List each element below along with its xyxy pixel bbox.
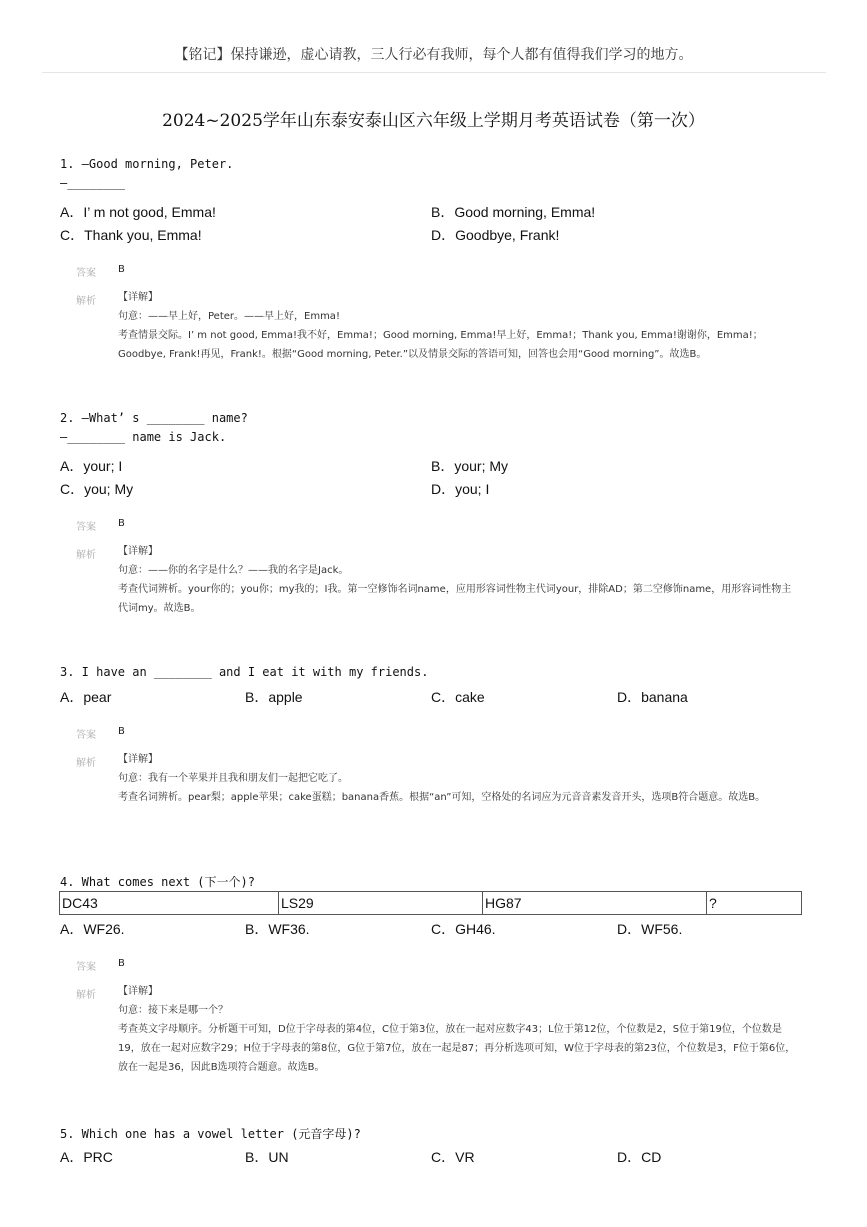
analysis-label: 解析 xyxy=(76,550,96,561)
table-cell: HG87 xyxy=(483,892,707,915)
answer-value: B xyxy=(118,264,125,275)
option-c: C．cake xyxy=(431,689,485,705)
option-b: B．WF36. xyxy=(245,921,310,937)
explanation-line: 句意：——你的名字是什么？——我的名字是Jack。 xyxy=(118,565,349,576)
question-2-stem xyxy=(60,411,248,444)
option-c: C．GH46. xyxy=(431,921,496,937)
option-b: B．your; My xyxy=(431,458,509,474)
question-3-stem xyxy=(60,665,428,679)
option-d: D．you; I xyxy=(431,481,490,497)
answer-label: 答案 xyxy=(76,268,96,279)
sequence-table xyxy=(59,891,802,915)
option-d: D．Goodbye, Frank! xyxy=(431,227,560,243)
explanation-heading: 【详解】 xyxy=(118,754,158,765)
question-4-stem xyxy=(60,873,255,890)
question-1-stem xyxy=(60,157,233,190)
answer-label: 答案 xyxy=(76,962,96,973)
answer-value: B xyxy=(118,726,125,737)
option-a: A．PRC xyxy=(60,1149,113,1165)
explanation-line: 考查名词辨析。pear梨；apple苹果；cake蛋糕；banana香蕉。根据“an”可知，空格处的名词应为元音音素发音开头，选项B符合题意。故选B。 xyxy=(118,792,766,803)
option-d: D．CD xyxy=(617,1149,662,1165)
explanation-line: 考查代词辨析。your你的；you你；my我的；I我。第一空修饰名词name，应用形容词性物主代词your，排除AD；第二空修饰name，用形容词性物主代词my。故选B。 xyxy=(118,584,792,614)
option-b: B．Good morning, Emma! xyxy=(431,204,596,220)
explanation-heading: 【详解】 xyxy=(118,546,158,557)
table-cell: LS29 xyxy=(279,892,483,915)
answer-value: B xyxy=(118,518,125,529)
option-a: A．WF26. xyxy=(60,921,125,937)
table-cell: ? xyxy=(707,892,802,915)
stem-line: —________ xyxy=(60,176,126,190)
option-b: B．apple xyxy=(245,689,303,705)
analysis-label: 解析 xyxy=(76,990,96,1001)
option-a: A．pear xyxy=(60,689,112,705)
question-5-stem xyxy=(60,1125,361,1142)
option-b: B．UN xyxy=(245,1149,289,1165)
motto: 【铭记】保持谦逊，虚心请教，三人行必有我师，每个人都有值得我们学习的地方。 xyxy=(174,47,693,63)
explanation-line: 考查英文字母顺序。分析题干可知，D位于字母表的第4位，C位于第3位，放在一起对应数字43；L位于第12位，个位数是2，S位于第19位，个位数是19，放在一起对应数字29；H位于字母表的第8位，G位于第7位，放在一起是87；再分析选项可知，W位于字母表的第23位，个位数是3，F位于第6位，放在一起是36，因此B选项符合题意。故选B。 xyxy=(118,1024,796,1073)
explanation-heading: 【详解】 xyxy=(118,986,158,997)
stem-line: 4. What comes next (下一个)? xyxy=(60,875,255,889)
page-title: 2024~2025学年山东泰安泰山区六年级上学期月考英语试卷（第一次） xyxy=(162,111,705,131)
explanation xyxy=(118,982,798,1077)
analysis-label: 解析 xyxy=(76,758,96,769)
stem-line: 5. Which one has a vowel letter (元音字母)? xyxy=(60,1127,361,1141)
option-c: C．you; My xyxy=(60,481,134,497)
analysis-label: 解析 xyxy=(76,296,96,307)
explanation xyxy=(118,542,798,618)
divider xyxy=(42,72,826,73)
stem-line: —________ name is Jack. xyxy=(60,430,227,444)
option-c: C．Thank you, Emma! xyxy=(60,227,202,243)
option-c: C．VR xyxy=(431,1149,475,1165)
explanation-line: 考查情景交际。I’ m not good, Emma!我不好，Emma!；Good morning, Emma!早上好，Emma!；Thank you, Emma!谢谢你，Emma!；Goodbye, Frank!再见，Frank!。根据“Good morning, Peter.”以及情景交际的答语可知，回答也会用“Good morning”。故选B。 xyxy=(118,330,763,360)
explanation-line: 句意：接下来是哪一个？ xyxy=(118,1005,228,1016)
answer-value: B xyxy=(118,958,125,969)
explanation xyxy=(118,750,798,807)
table-row xyxy=(60,892,802,915)
answer-label: 答案 xyxy=(76,522,96,533)
explanation-line: 句意：我有一个苹果并且我和朋友们一起把它吃了。 xyxy=(118,773,348,784)
stem-line: 3. I have an ________ and I eat it with my friends. xyxy=(60,665,429,679)
explanation-line: 句意：——早上好，Peter。——早上好，Emma! xyxy=(118,311,340,322)
stem-line: 2. —What’ s ________ name? xyxy=(60,411,248,425)
option-a: A．I’ m not good, Emma! xyxy=(60,204,216,220)
table-cell: DC43 xyxy=(60,892,279,915)
stem-line: 1. —Good morning, Peter. xyxy=(60,157,234,171)
answer-label: 答案 xyxy=(76,730,96,741)
option-d: D．WF56. xyxy=(617,921,683,937)
explanation-heading: 【详解】 xyxy=(118,292,158,303)
option-a: A．your; I xyxy=(60,458,123,474)
explanation xyxy=(118,288,798,364)
option-d: D．banana xyxy=(617,689,688,705)
